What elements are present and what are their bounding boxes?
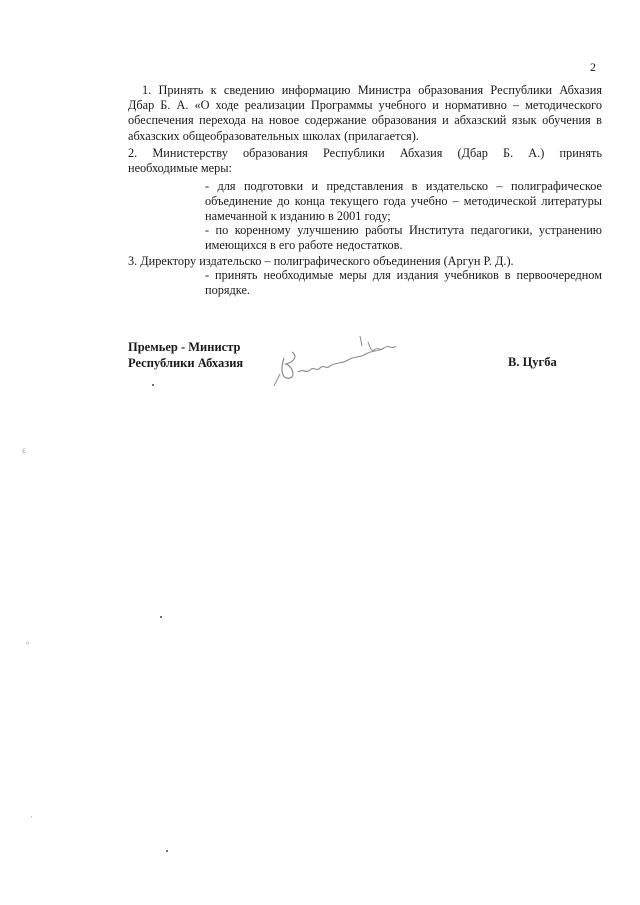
scan-mark: ° xyxy=(26,640,30,650)
item-1-paragraph xyxy=(128,83,602,144)
item-3-sub-line: порядке. xyxy=(205,283,250,298)
item-2-sub-a xyxy=(205,179,602,225)
signatory-name: В. Цугба xyxy=(508,355,557,369)
item-2-sub-b xyxy=(205,223,602,253)
sub-b-line: имеющихся в его работе недостатков. xyxy=(205,238,403,253)
item-2-line: 2. Министерству образования Республики Абхазия (Дбар Б. А.) принять xyxy=(128,146,602,160)
scan-speck xyxy=(160,616,162,618)
item-1-line: абхазских общеобразовательных школах (прилагается). xyxy=(128,128,419,143)
scan-speck xyxy=(152,384,154,386)
handwritten-signature xyxy=(262,328,412,388)
scan-mark: · xyxy=(30,812,33,822)
scan-speck xyxy=(166,850,168,852)
signature-title-line1: Премьер - Министр xyxy=(128,340,241,354)
sub-a-line: - для подготовки и представления в издательско – полиграфическое xyxy=(205,179,602,193)
item-3-paragraph xyxy=(128,254,602,269)
page-number: 2 xyxy=(590,60,596,74)
sub-b-line: - по коренному улучшению работы Института педагогики, устранению xyxy=(205,223,602,237)
signature-title-line2: Республики Абхазия xyxy=(128,355,244,370)
sub-a-line: намечанной к изданию в 2001 году; xyxy=(205,209,391,224)
sub-a-line: объединение до конца текущего года учебно – методической литературы xyxy=(205,194,602,209)
item-1-line: обеспечения перехода на новое содержание образования и абхазский язык обучения в xyxy=(128,113,602,128)
scan-mark: ε xyxy=(22,445,26,455)
item-3-line: 3. Директору издательско – полиграфического объединения (Аргун Р. Д.). xyxy=(128,254,514,268)
signature-title xyxy=(128,340,243,371)
item-1-line: 1. Принять к сведению информацию Министра образования Республики Абхазия xyxy=(142,83,602,97)
item-3-sub-line: - принять необходимые меры для издания учебников в первоочередном xyxy=(205,268,602,282)
item-3-sub xyxy=(205,268,602,298)
item-1-line: Дбар Б. А. «О ходе реализации Программы учебного и нормативно – методического xyxy=(128,98,602,113)
item-2-paragraph xyxy=(128,146,602,176)
item-2-line: необходимые меры: xyxy=(128,161,232,176)
